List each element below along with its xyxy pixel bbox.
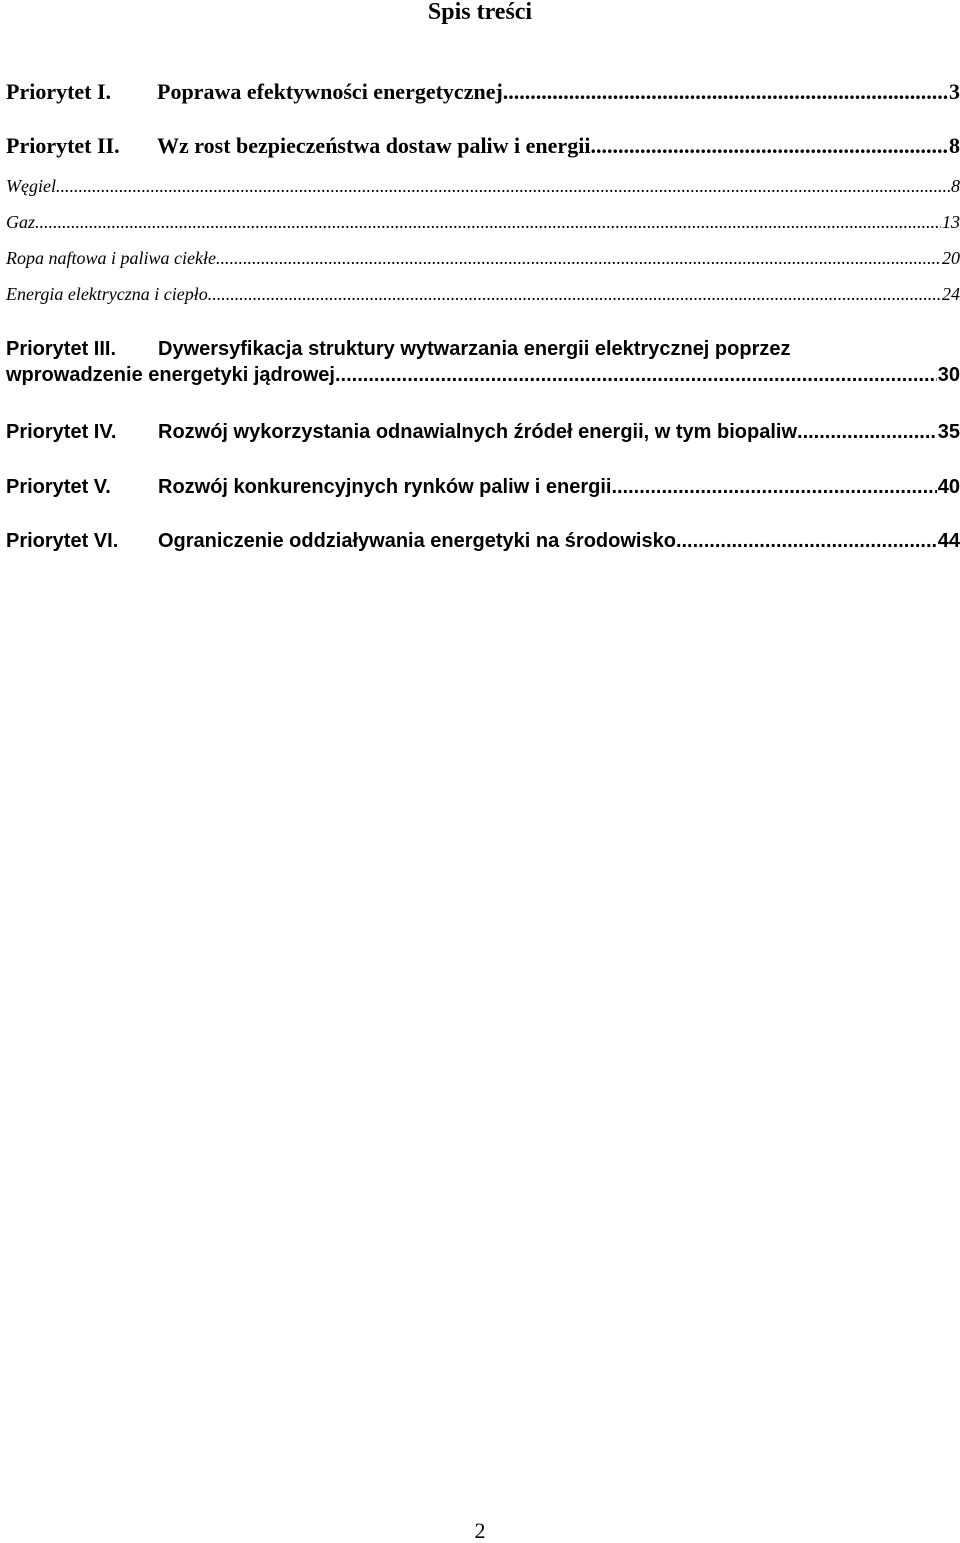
- page-number: 2: [474, 1518, 486, 1543]
- toc-entry-wegiel[interactable]: [6, 174, 960, 198]
- dot-leader: [676, 528, 937, 554]
- toc-entry-title-continued: wprowadzenie energetyki jądrowej: [6, 364, 335, 386]
- toc-entry-gaz[interactable]: [6, 210, 960, 234]
- dot-leader: [335, 362, 937, 388]
- dot-leader: [611, 474, 936, 500]
- toc-entry-priorytet-4[interactable]: [6, 419, 960, 445]
- toc-entry-title: Węgiel: [6, 176, 56, 196]
- toc-entry-number: Priorytet V.: [6, 476, 111, 498]
- toc-entry-number: Priorytet III.: [6, 338, 117, 360]
- toc-entry-title: Rozwój wykorzystania odnawialnych źródeł energii, w tym biopaliw: [158, 421, 798, 443]
- toc-entry-page: 8: [951, 176, 960, 196]
- toc-entry-page: 24: [942, 284, 960, 304]
- toc-entry-priorytet-6[interactable]: [6, 528, 960, 554]
- toc-entry-page: 13: [942, 212, 960, 232]
- toc-entry-page: 3: [949, 79, 960, 104]
- toc-entry-priorytet-3[interactable]: [6, 336, 960, 388]
- toc-entry-energia[interactable]: [6, 282, 960, 306]
- toc-entry-title: Ropa naftowa i paliwa ciekłe: [6, 248, 216, 268]
- toc-entry-number: Priorytet II.: [6, 133, 120, 158]
- toc-entry-page: 40: [937, 476, 960, 498]
- toc-entry-number: Priorytet IV.: [6, 421, 117, 443]
- toc-entry-title: Energia elektryczna i ciepło: [6, 284, 208, 304]
- toc-entry-page: 30: [937, 364, 960, 386]
- toc-entry-number: Priorytet I.: [6, 79, 112, 104]
- toc-entry-page: 8: [949, 133, 960, 158]
- dot-leader: [797, 419, 937, 445]
- toc-entry-title: Dywersyfikacja struktury wytwarzania energii elektrycznej poprzez: [158, 338, 791, 360]
- toc-entry-ropa[interactable]: [6, 246, 960, 270]
- toc-entry-priorytet-1[interactable]: [6, 79, 960, 105]
- toc-entry-page: 44: [937, 530, 960, 552]
- toc-entry-page: 35: [937, 421, 960, 443]
- dot-leader: [56, 174, 950, 198]
- toc-entry-title: Poprawa efektywności energetycznej: [157, 79, 503, 104]
- toc-entry-title: Gaz: [6, 212, 36, 232]
- dot-leader: [590, 133, 948, 159]
- dot-leader: [503, 79, 948, 105]
- toc-entry-page: 20: [942, 248, 960, 268]
- toc-entry-title: Wz rost bezpieczeństwa dostaw paliw i energii: [157, 133, 591, 158]
- page-title: Spis treści: [427, 0, 533, 25]
- toc-entry-priorytet-2[interactable]: [6, 133, 960, 159]
- toc-entry-priorytet-5[interactable]: [6, 474, 960, 500]
- dot-leader: [216, 246, 941, 270]
- toc-entry-number: Priorytet VI.: [6, 530, 119, 552]
- toc-entry-title: Ograniczenie oddziaływania energetyki na środowisko: [158, 530, 676, 552]
- toc-entry-title: Rozwój konkurencyjnych rynków paliw i energii: [158, 476, 612, 498]
- dot-leader: [35, 210, 941, 234]
- dot-leader: [208, 282, 941, 306]
